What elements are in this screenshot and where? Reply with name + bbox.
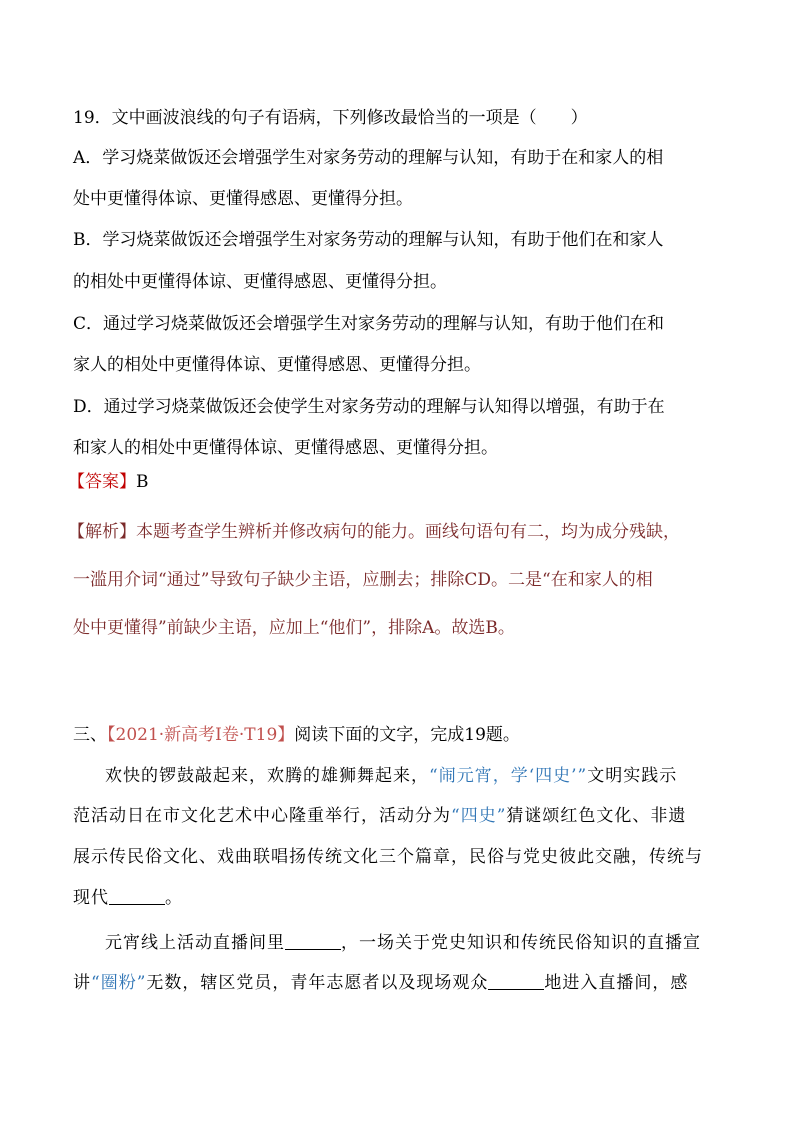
fill-blank[interactable] — [488, 971, 544, 990]
passage-text: 现代 — [73, 888, 109, 908]
option-a-line1: A．学习烧菜做饭还会增强学生对家务劳动的理解与认知，有助于在和家人的相 — [73, 148, 664, 168]
passage-text: 。 — [165, 888, 183, 908]
passage-p1-line3: 展示传民俗文化、戏曲联唱扬传统文化三个篇章，民俗与党史彼此交融，传统与 — [73, 847, 703, 867]
passage-text: 欢快的锣鼓敲起来，欢腾的雄狮舞起来， — [105, 766, 429, 786]
passage-quote: “圈粉” — [91, 973, 147, 993]
analysis-line1 — [68, 520, 680, 544]
option-d-line2: 和家人的相处中更懂得体谅、更懂得感恩、更懂得分担。 — [73, 438, 498, 458]
fill-blank[interactable] — [285, 931, 341, 950]
option-c-line1: C．通过学习烧菜做饭还会增强学生对家务劳动的理解与认知，有助于他们在和 — [73, 314, 665, 334]
passage-text: 猜谜颂红色文化、非遗 — [506, 806, 687, 826]
passage-text: 地进入直播间，感 — [544, 973, 689, 993]
answer-value: B — [136, 472, 149, 492]
option-a-line2: 处中更懂得体谅、更懂得感恩、更懂得分担。 — [73, 189, 413, 209]
analysis-line3: 处中更懂得”前缺少主语，应加上“他们”，排除A。故选B。 — [73, 618, 515, 638]
analysis-label: 【解析】 — [68, 522, 136, 542]
option-d-line1: D．通过学习烧菜做饭还会使学生对家务劳动的理解与认知得以增强，有助于在 — [73, 397, 665, 417]
passage-text: 讲 — [73, 973, 91, 993]
passage-text: ，一场关于党史知识和传统民俗知识的直播宣 — [341, 933, 701, 953]
passage-p1-line1 — [105, 764, 677, 788]
section-heading — [73, 723, 520, 747]
section-source: 【2021·新高考Ⅰ卷·T19】 — [107, 725, 295, 745]
passage-p2-line1 — [105, 931, 701, 955]
passage-text: 范活动日在市文化艺术中心隆重举行，活动分为 — [73, 806, 451, 826]
passage-text: 文明实践示 — [587, 766, 678, 786]
passage-text: 元宵线上活动直播间里 — [105, 933, 285, 953]
passage-quote: “四史” — [451, 806, 507, 826]
section-prefix: 三、 — [73, 725, 107, 745]
answer — [68, 470, 149, 494]
answer-label: 【答案】 — [68, 472, 136, 492]
passage-p2-line2 — [73, 971, 688, 995]
passage-p1-line2 — [73, 804, 686, 828]
option-c-line2: 家人的相处中更懂得体谅、更懂得感恩、更懂得分担。 — [73, 355, 481, 375]
passage-quote: “闹元宵，学‘四史’” — [429, 766, 588, 786]
fill-blank[interactable] — [109, 886, 165, 905]
option-b-line1: B．学习烧菜做饭还会增强学生对家务劳动的理解与认知，有助于他们在和家人 — [73, 230, 664, 250]
analysis-text-1: 本题考查学生辨析并修改病句的能力。画线句语句有二，均为成分残缺， — [136, 522, 680, 542]
section-instruction: 阅读下面的文字，完成19题。 — [294, 725, 520, 745]
question-stem: 19．文中画波浪线的句子有语病，下列修改最恰当的一项是（ ） — [73, 108, 588, 128]
passage-p1-line4 — [73, 886, 183, 910]
passage-text: 无数，辖区党员，青年志愿者以及现场观众 — [146, 973, 489, 993]
analysis-line2: 一滥用介词“通过”导致句子缺少主语，应删去；排除CD。二是“在和家人的相 — [73, 570, 653, 590]
option-b-line2: 的相处中更懂得体谅、更懂得感恩、更懂得分担。 — [73, 272, 447, 292]
